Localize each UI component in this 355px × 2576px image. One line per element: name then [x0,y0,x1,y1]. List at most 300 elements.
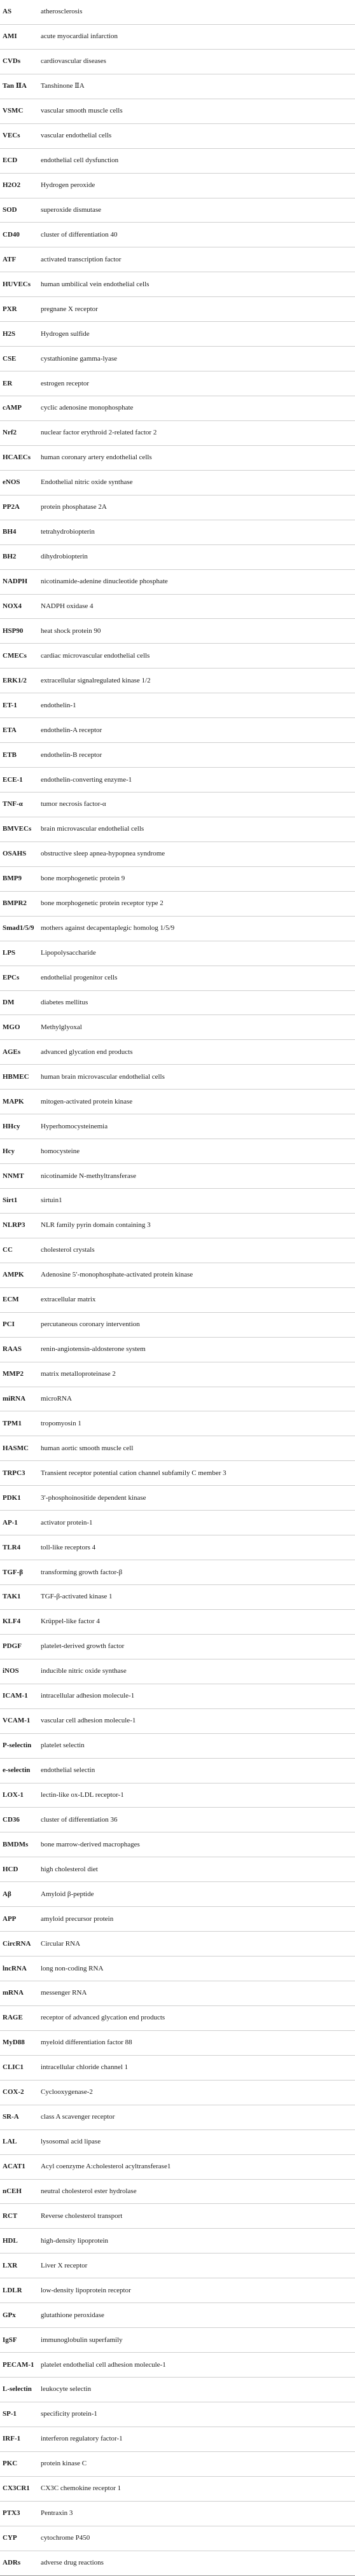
abbreviation-term: BMDMs [3,1840,29,1848]
abbreviation-term: ACAT1 [3,2163,25,2171]
abbreviation-definition: Transient receptor potential cation channel subfamily C member 3 [41,1469,226,1477]
abbreviation-term: RAAS [3,1345,22,1354]
abbreviation-term: NNMT [3,1172,24,1180]
abbreviation-term: CLIC1 [3,2063,24,2072]
abbreviation-term: TLR4 [3,1543,21,1551]
abbreviation-definition: tropomyosin 1 [41,1419,81,1427]
abbreviation-term: AS [3,8,12,16]
abbreviation-definition: Tanshinone ⅡA [41,82,85,90]
abbreviation-row [0,1535,355,1560]
abbreviation-row [0,1387,355,1412]
abbreviation-definition: cholesterol crystals [41,1246,95,1254]
abbreviation-term: MGO [3,1023,20,1031]
abbreviation-row [0,223,355,247]
abbreviation-definition: homocysteine [41,1147,80,1155]
abbreviation-row [0,2502,355,2526]
abbreviation-term: iNOS [3,1667,19,1675]
abbreviation-definition: nicotinamide N-methyltransferase [41,1172,136,1180]
abbreviation-definition: human aortic smooth muscle cell [41,1444,134,1452]
abbreviation-term: IgSF [3,2336,17,2344]
abbreviation-row [0,1486,355,1511]
abbreviation-row [0,2130,355,2155]
abbreviation-definition: advanced glycation end products [41,1048,133,1056]
abbreviation-term: DM [3,998,15,1006]
abbreviation-term: Hcy [3,1147,15,1155]
abbreviation-row [0,2402,355,2427]
abbreviation-term: VCAM-1 [3,1717,31,1725]
abbreviation-term: VECs [3,132,20,140]
abbreviation-term: cAMP [3,404,22,412]
abbreviation-definition: adverse drug reactions [41,2559,104,2567]
abbreviation-definition: platelet-derived growth factor [41,1642,125,1651]
abbreviation-term: PKC [3,2460,18,2468]
abbreviation-definition: endothelin-converting enzyme-1 [41,775,132,784]
abbreviation-definition: Hydrogen sulfide [41,329,90,338]
abbreviation-definition: diabetes mellitus [41,998,88,1006]
abbreviation-definition: CX3C chemokine receptor 1 [41,2484,122,2493]
abbreviation-definition: pregnane X receptor [41,305,98,313]
abbreviation-row [0,1288,355,1313]
abbreviation-term: Sirt1 [3,1196,18,1205]
abbreviation-row [0,1610,355,1635]
abbreviation-row [0,2452,355,2477]
abbreviation-definition: Amyloid β-peptide [41,1890,94,1898]
abbreviation-term: HCAECs [3,454,31,462]
abbreviation-term: HSP90 [3,627,24,635]
abbreviation-row [0,842,355,867]
abbreviation-row [0,668,355,693]
abbreviation-definition: platelet selectin [41,1742,85,1750]
abbreviation-row [0,1659,355,1684]
abbreviation-term: Nrf2 [3,429,17,437]
abbreviation-term: HBMEC [3,1072,29,1081]
abbreviation-definition: extracellular matrix [41,1296,96,1304]
abbreviation-row [0,1783,355,1808]
abbreviation-row [0,1684,355,1709]
abbreviation-term: NLRP3 [3,1221,25,1229]
abbreviation-term: lncRNA [3,1964,27,1972]
abbreviation-row [0,347,355,371]
abbreviation-term: Smad1/5/9 [3,924,34,932]
abbreviation-row [0,2427,355,2452]
abbreviation-definition: Liver X receptor [41,2261,88,2269]
abbreviation-term: SOD [3,205,17,214]
abbreviation-term: CD40 [3,230,20,239]
abbreviation-term: ERK1/2 [3,676,27,684]
abbreviation-definition: low-density lipoprotein receptor [41,2286,131,2294]
abbreviation-row [0,2477,355,2502]
abbreviation-definition: superoxide dismutase [41,205,102,214]
abbreviation-row [0,421,355,446]
abbreviation-definition: heat shock protein 90 [41,627,101,635]
abbreviation-term: AP-1 [3,1518,18,1527]
abbreviation-row [0,2229,355,2254]
abbreviation-row [0,1263,355,1288]
abbreviation-definition: lysosomal acid lipase [41,2138,101,2146]
abbreviation-definition: interferon regulatory factor-1 [41,2435,123,2443]
abbreviation-definition: platelet endothelial cell adhesion molecule-1 [41,2360,166,2369]
abbreviation-row [0,1882,355,1907]
abbreviation-definition: cyclic adenosine monophosphate [41,404,134,412]
abbreviation-term: HHcy [3,1122,20,1130]
abbreviation-term: HCD [3,1865,18,1873]
abbreviation-row [0,1436,355,1461]
abbreviation-term: KLF4 [3,1617,21,1626]
abbreviation-row [0,2254,355,2278]
abbreviation-term: OSAHS [3,850,27,858]
abbreviation-row [0,1313,355,1338]
abbreviation-definition: NLR family pyrin domain containing 3 [41,1221,151,1229]
abbreviation-definition: bone morphogenetic protein receptor type 2 [41,899,164,908]
abbreviation-row [0,2378,355,2402]
abbreviation-term: e-selectin [3,1766,31,1775]
abbreviation-definition: Reverse cholesterol transport [41,2212,123,2220]
abbreviation-row [0,1808,355,1832]
abbreviation-term: H2O2 [3,181,21,190]
abbreviation-row [0,2204,355,2229]
abbreviation-term: VSMC [3,107,24,115]
abbreviation-row [0,991,355,1016]
abbreviation-definition: extracellular signalregulated kinase 1/2 [41,676,151,684]
abbreviation-row [0,2328,355,2353]
abbreviation-definition: Circular RNA [41,1939,81,1948]
abbreviation-row [0,1560,355,1585]
abbreviation-definition: immunoglobulin superfamily [41,2336,123,2344]
abbreviation-term: ER [3,379,13,387]
abbreviation-row [0,1585,355,1610]
abbreviation-definition: endothelial selectin [41,1766,95,1775]
abbreviation-row [0,1114,355,1139]
abbreviation-definition: high cholesterol diet [41,1865,98,1873]
abbreviation-definition: bone marrow-derived macrophages [41,1840,140,1848]
abbreviation-term: SR-A [3,2113,19,2121]
abbreviation-term: PDK1 [3,1493,21,1502]
abbreviation-row [0,1015,355,1040]
abbreviation-definition: 3′-phosphoinositide dependent kinase [41,1493,146,1502]
abbreviation-row [0,595,355,620]
abbreviation-row [0,1411,355,1436]
abbreviation-definition: mothers against decapentaplegic homolog 1/5/9 [41,924,175,932]
abbreviation-term: CD36 [3,1815,20,1824]
abbreviation-term: HDL [3,2236,18,2245]
abbreviation-term: BMP9 [3,875,22,883]
abbreviation-row [0,2031,355,2056]
abbreviation-definition: Krüppel-like factor 4 [41,1617,100,1626]
abbreviation-row [0,1214,355,1238]
abbreviation-row [0,2155,355,2180]
abbreviation-row [0,1981,355,2006]
abbreviation-row [0,2353,355,2378]
abbreviation-definition: class A scavenger receptor [41,2113,115,2121]
abbreviation-definition: neutral cholesterol ester hydrolase [41,2187,137,2195]
abbreviation-definition: Endothelial nitric oxide synthase [41,478,133,487]
abbreviation-row [0,743,355,768]
abbreviation-term: RCT [3,2212,18,2220]
abbreviation-row [0,495,355,520]
abbreviation-row [0,74,355,99]
abbreviation-term: LAL [3,2138,17,2146]
abbreviation-definition: endothelin-B receptor [41,751,102,759]
abbreviation-term: BH2 [3,553,17,561]
abbreviation-definition: glutathione peroxidase [41,2311,104,2319]
abbreviation-row [0,570,355,595]
abbreviation-term: AGEs [3,1048,21,1056]
abbreviation-term: APP [3,1915,17,1923]
abbreviation-row [0,1065,355,1090]
abbreviation-row [0,50,355,74]
abbreviation-definition: endothelial cell dysfunction [41,156,119,165]
abbreviation-definition: microRNA [41,1394,72,1402]
abbreviation-term: AMPK [3,1271,24,1279]
abbreviation-term: NADPH [3,578,28,586]
abbreviation-row [0,693,355,718]
abbreviation-definition: matrix metalloproteinase 2 [41,1370,116,1378]
abbreviation-definition: activated transcription factor [41,255,122,263]
abbreviation-term: ET-1 [3,701,17,709]
abbreviation-term: TAK1 [3,1593,21,1601]
abbreviation-row [0,1907,355,1932]
abbreviation-row [0,1511,355,1535]
abbreviation-term: PP2A [3,503,20,511]
abbreviation-term: Aβ [3,1890,11,1898]
abbreviation-term: AMI [3,32,17,41]
abbreviation-term: IRF-1 [3,2435,21,2443]
abbreviation-definition: dihydrobiopterin [41,553,88,561]
abbreviation-definition: NADPH oxidase 4 [41,602,94,610]
abbreviation-term: MyD88 [3,2039,25,2047]
abbreviation-definition: TGF-β-activated kinase 1 [41,1593,113,1601]
abbreviation-row [0,272,355,297]
abbreviation-row [0,2278,355,2303]
abbreviation-term: HUVECs [3,280,31,288]
abbreviation-row [0,2105,355,2130]
abbreviation-row [0,1734,355,1759]
abbreviation-term: CSE [3,354,17,363]
abbreviation-definition: Hyperhomocysteinemia [41,1122,108,1130]
abbreviation-row [0,718,355,743]
abbreviation-row [0,1635,355,1659]
abbreviation-row [0,2006,355,2031]
abbreviation-definition: activator protein-1 [41,1518,93,1527]
abbreviation-definition: Adenosine 5′-monophosphate-activated protein kinase [41,1271,193,1279]
abbreviation-row [0,1857,355,1882]
abbreviation-row [0,2526,355,2551]
abbreviation-definition: sirtuin1 [41,1196,62,1205]
abbreviation-definition: protein phosphatase 2A [41,503,107,511]
abbreviation-row [0,446,355,471]
abbreviation-definition: percutaneous coronary intervention [41,1320,140,1329]
abbreviation-term: CC [3,1246,13,1254]
abbreviation-row [0,817,355,842]
abbreviation-term: H2S [3,329,16,338]
abbreviation-row [0,1932,355,1956]
abbreviation-term: CX3CR1 [3,2484,30,2493]
abbreviation-term: LDLR [3,2286,22,2294]
abbreviation-term: GPx [3,2311,16,2319]
abbreviation-definition: protein kinase C [41,2460,87,2468]
abbreviation-term: HASMC [3,1444,29,1452]
abbreviation-term: CVDs [3,57,21,66]
abbreviation-row [0,1362,355,1387]
abbreviation-definition: endothelial progenitor cells [41,974,118,982]
abbreviation-row [0,1238,355,1263]
abbreviation-row [0,793,355,817]
abbreviation-definition: endothelin-1 [41,701,76,709]
abbreviation-definition: lectin-like ox-LDL receptor-1 [41,1790,124,1799]
abbreviation-term: TNF-α [3,800,23,808]
abbreviation-definition: toll-like receptors 4 [41,1543,96,1551]
abbreviation-row [0,1090,355,1114]
abbreviation-row [0,297,355,322]
abbreviation-term: MAPK [3,1097,24,1105]
abbreviation-term: SP-1 [3,2410,17,2418]
abbreviation-definition: amyloid precursor protein [41,1915,114,1923]
abbreviation-row [0,99,355,124]
abbreviation-row [0,1040,355,1065]
abbreviation-row [0,174,355,198]
abbreviation-row [0,619,355,644]
abbreviation-definition: high-density lipoprotein [41,2236,109,2245]
abbreviation-row [0,1338,355,1362]
abbreviation-term: miRNA [3,1394,26,1402]
abbreviation-term: Tan ⅡA [3,82,27,90]
abbreviation-term: nCEH [3,2187,22,2195]
abbreviation-definition: bone morphogenetic protein 9 [41,875,125,883]
abbreviation-row [0,1139,355,1164]
abbreviation-term: MMP2 [3,1370,24,1378]
abbreviation-term: ATF [3,255,17,263]
abbreviation-row [0,198,355,223]
abbreviation-definition: vascular endothelial cells [41,132,112,140]
abbreviation-term: ECD [3,156,18,165]
abbreviation-row [0,892,355,917]
abbreviation-row [0,2551,355,2576]
abbreviation-row [0,2180,355,2205]
abbreviation-term: ECE-1 [3,775,23,784]
abbreviation-definition: leukocyte selectin [41,2385,92,2393]
abbreviation-term: EPCs [3,974,20,982]
abbreviation-row [0,1956,355,1981]
abbreviation-row [0,966,355,991]
abbreviation-definition: transforming growth factor-β [41,1568,123,1576]
abbreviation-definition: Methylglyoxal [41,1023,82,1031]
abbreviation-term: BH4 [3,528,17,536]
abbreviation-definition: Cyclooxygenase-2 [41,2088,93,2096]
abbreviation-definition: Pentraxin 3 [41,2509,73,2517]
abbreviation-term: LPS [3,949,16,957]
abbreviation-term: ETA [3,726,17,734]
abbreviation-definition: inducible nitric oxide synthase [41,1667,127,1675]
abbreviation-term: TGF-β [3,1568,24,1576]
abbreviation-definition: receptor of advanced glycation end products [41,2014,165,2022]
abbreviation-row [0,1461,355,1486]
abbreviation-definition: long non-coding RNA [41,1964,104,1972]
abbreviation-term: NOX4 [3,602,22,610]
abbreviation-term: TPM1 [3,1419,22,1427]
abbreviation-term: BMVECs [3,825,32,833]
abbreviation-definition: human umbilical vein endothelial cells [41,280,150,288]
abbreviation-definition: cluster of differentiation 40 [41,230,118,239]
abbreviation-definition: nicotinamide-adenine dinucleotide phosphate [41,578,168,586]
abbreviation-term: PDGF [3,1642,22,1651]
abbreviation-definition: vascular smooth muscle cells [41,107,123,115]
abbreviation-term: PXR [3,305,17,313]
abbreviation-term: TRPC3 [3,1469,25,1477]
abbreviation-term: CircRNA [3,1939,31,1948]
abbreviation-term: LXR [3,2261,18,2269]
abbreviation-definition: messenger RNA [41,1989,87,1997]
abbreviation-row [0,25,355,50]
abbreviation-row [0,0,355,25]
abbreviation-definition: cluster of differentiation 36 [41,1815,118,1824]
abbreviation-row [0,396,355,421]
abbreviation-term: L-selectin [3,2385,32,2393]
abbreviation-row [0,322,355,347]
abbreviation-term: PECAM-1 [3,2360,34,2369]
abbreviation-term: mRNA [3,1989,24,1997]
abbreviation-definition: Hydrogen peroxide [41,181,95,190]
abbreviation-row [0,1832,355,1857]
abbreviation-row [0,1759,355,1783]
abbreviation-term: P-selectin [3,1742,32,1750]
abbreviation-definition: vascular cell adhesion molecule-1 [41,1717,136,1725]
abbreviation-definition: myeloid differentiation factor 88 [41,2039,132,2047]
abbreviation-row [0,1709,355,1734]
abbreviation-term: ECM [3,1296,19,1304]
abbreviation-term: eNOS [3,478,20,487]
abbreviation-row [0,917,355,941]
abbreviation-definition: Acyl coenzyme A:cholesterol acyltransferase1 [41,2163,171,2171]
abbreviation-definition: intracellular chloride channel 1 [41,2063,129,2072]
abbreviation-definition: brain microvascular endothelial cells [41,825,144,833]
abbreviation-definition: tumor necrosis factor-α [41,800,106,808]
abbreviation-definition: estrogen receptor [41,379,90,387]
abbreviation-definition: Lipopolysaccharide [41,949,96,957]
abbreviation-definition: human brain microvascular endothelial cells [41,1072,165,1081]
abbreviation-row [0,644,355,668]
abbreviation-row [0,247,355,272]
abbreviation-definition: mitogen-activated protein kinase [41,1097,133,1105]
abbreviation-term: CMECs [3,651,27,660]
abbreviation-row [0,471,355,495]
abbreviation-row [0,124,355,149]
abbreviation-row [0,768,355,793]
abbreviation-row [0,545,355,570]
abbreviation-term: ICAM-1 [3,1692,28,1700]
abbreviation-row [0,1164,355,1189]
abbreviation-row [0,2081,355,2105]
abbreviation-term: COX-2 [3,2088,24,2096]
abbreviation-term: BMPR2 [3,899,27,908]
abbreviation-definition: tetrahydrobiopterin [41,528,95,536]
abbreviation-definition: atherosclerosis [41,8,83,16]
abbreviation-definition: cystathionine gamma-lyase [41,354,118,363]
abbreviation-row [0,2056,355,2081]
abbreviation-row [0,2303,355,2328]
abbreviation-row [0,520,355,545]
abbreviation-definition: obstructive sleep apnea-hypopnea syndrome [41,850,165,858]
abbreviation-row [0,941,355,966]
abbreviation-definition: endothelin-A receptor [41,726,102,734]
abbreviation-definition: cardiac microvascular endothelial cells [41,651,150,660]
abbreviation-row [0,371,355,396]
abbreviation-term: PCI [3,1320,15,1329]
abbreviation-definition: cytochrome P450 [41,2534,90,2542]
abbreviation-definition: specificity protein-1 [41,2410,97,2418]
abbreviation-definition: human coronary artery endothelial cells [41,454,152,462]
abbreviation-term: RAGE [3,2014,23,2022]
abbreviation-definition: renin-angiotensin-aldosterone system [41,1345,146,1354]
